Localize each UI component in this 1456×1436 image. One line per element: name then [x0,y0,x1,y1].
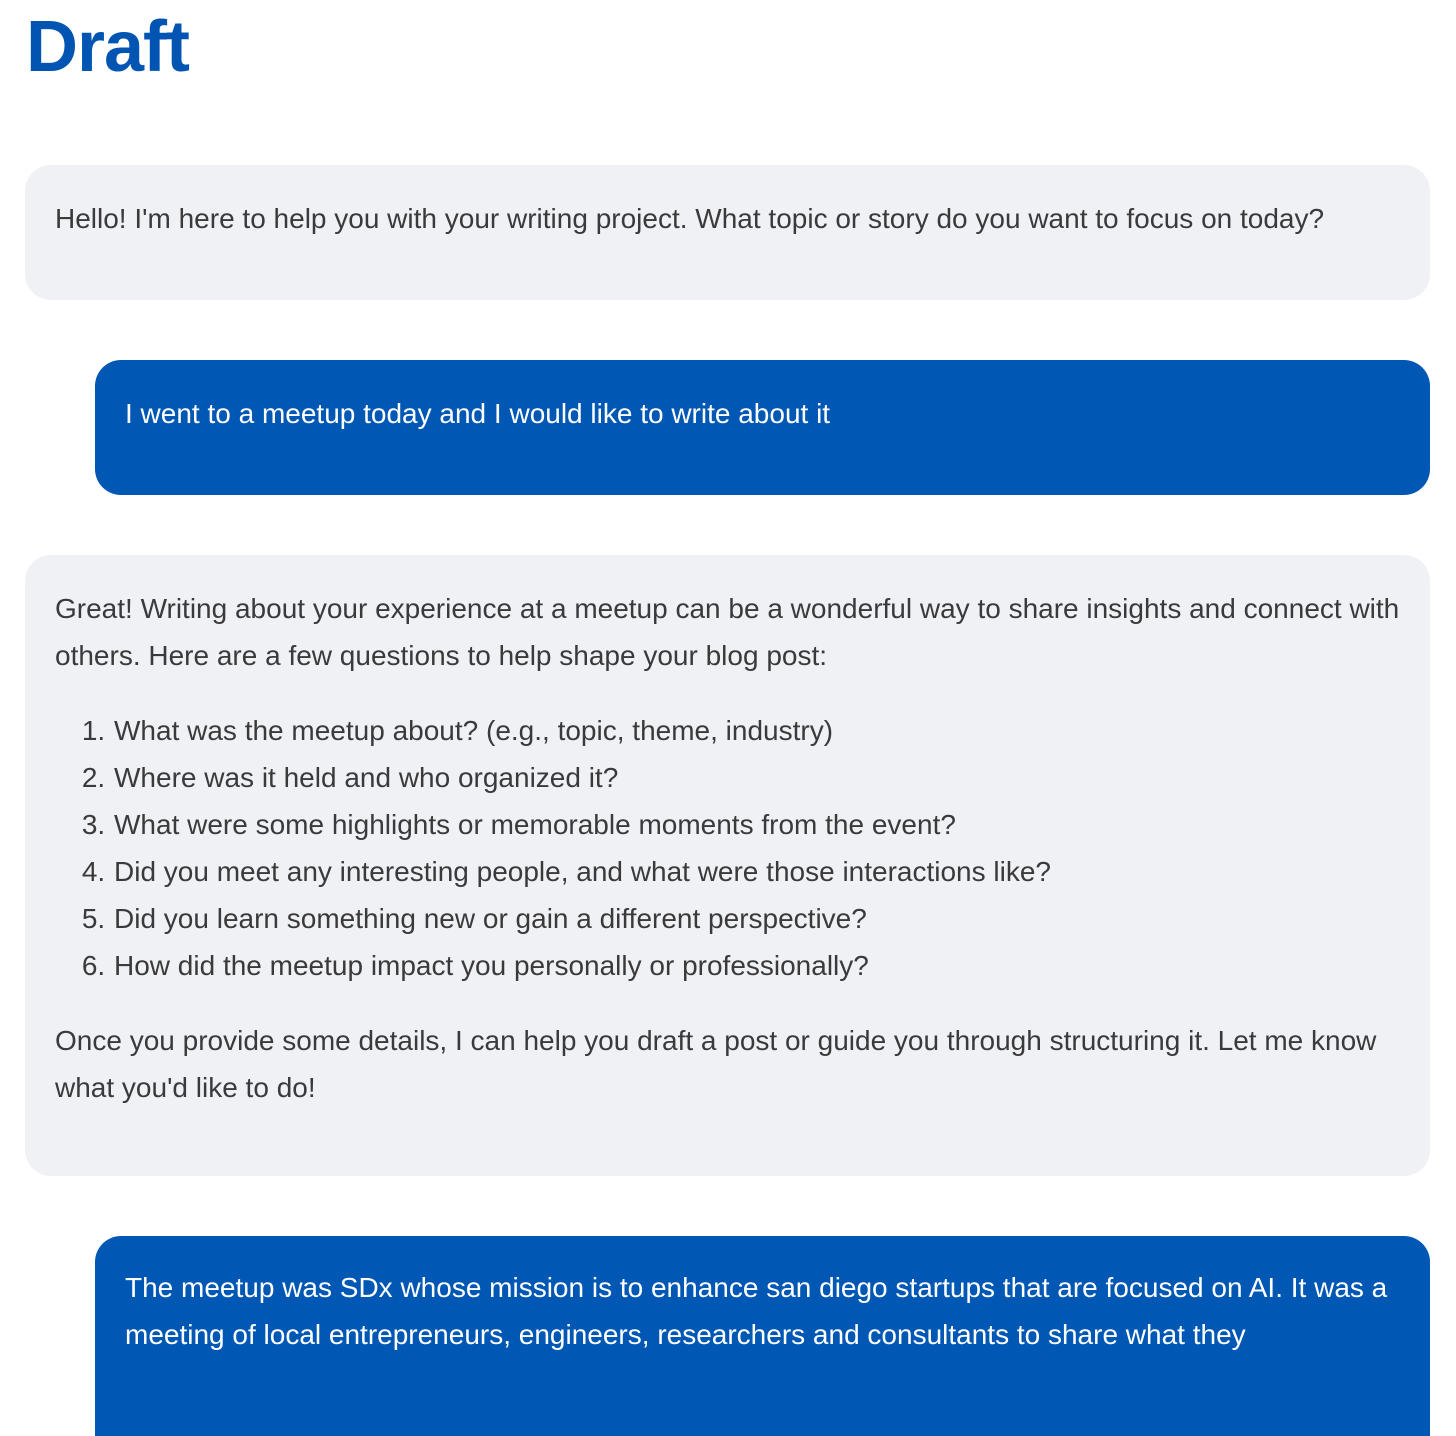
assistant-message-text: Hello! I'm here to help you with your writing project. What topic or story do you want to focus on today? [55,203,1325,234]
user-message [95,1236,1430,1436]
question-item: 4. Did you meet any interesting people, and what were those interactions like? [113,848,1400,895]
question-item: 3. What were some highlights or memorable moments from the event? [113,801,1400,848]
question-item: 1. What was the meetup about? (e.g., topic, theme, industry) [113,707,1400,754]
page-title: Draft [26,7,190,87]
question-item: 5. Did you learn something new or gain a different perspective? [113,895,1400,942]
assistant-message [25,165,1430,300]
assistant-message [25,555,1430,1176]
question-item: 2. Where was it held and who organized it? [113,754,1400,801]
question-list [55,707,1400,989]
assistant-message-intro: Great! Writing about your experience at a meetup can be a wonderful way to share insights and connect with others. Here are a few questions to help shape your blog post: [55,593,1400,671]
question-item: 6. How did the meetup impact you personally or professionally? [113,942,1400,989]
user-message [95,360,1430,495]
assistant-message-outro: Once you provide some details, I can help you draft a post or guide you through structuring it. Let me know what you'd like to do! [55,1025,1377,1103]
user-message-text: I went to a meetup today and I would like to write about it [125,398,831,429]
user-message-text: The meetup was SDx whose mission is to enhance san diego startups that are focused on AI. It was a meeting of local entrepreneurs, engineers, researchers and consultants to share what they [125,1272,1388,1350]
